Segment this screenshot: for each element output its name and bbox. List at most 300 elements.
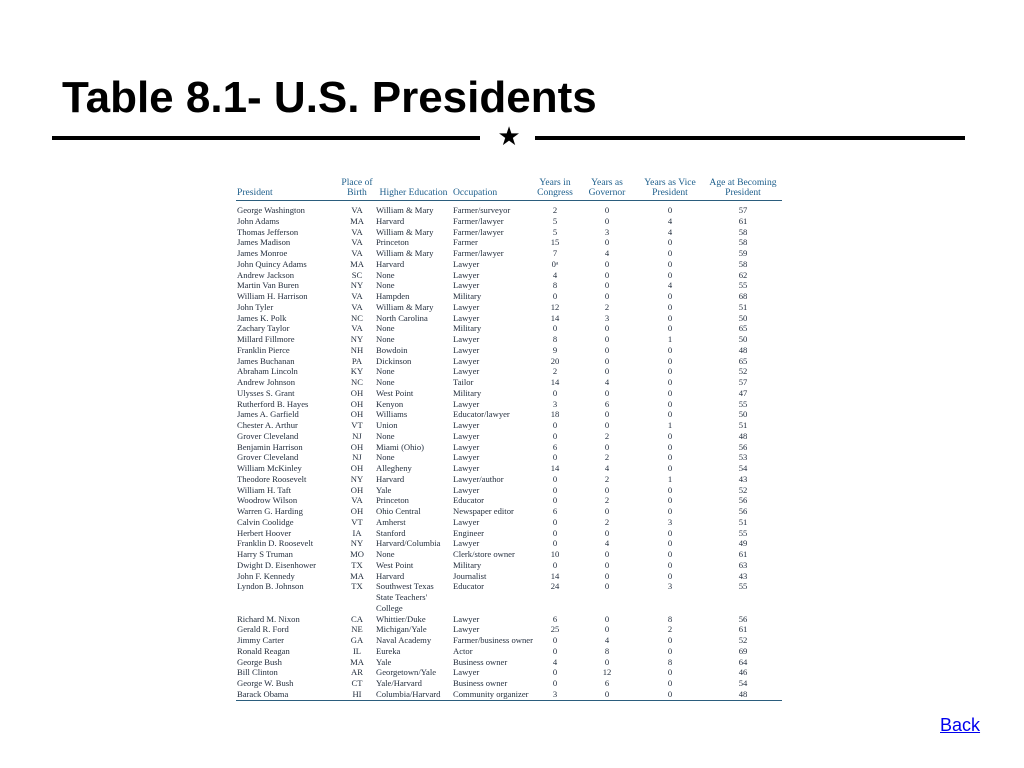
- table-row: [236, 442, 782, 453]
- president-name-cell: Thomas Jefferson: [237, 226, 299, 237]
- president-name-cell: George W. Bush: [237, 678, 294, 688]
- president-name-cell: Dwight D. Eisenhower: [237, 559, 317, 570]
- place-of-birth-cell: IA: [352, 527, 362, 538]
- higher-education-cell: Union: [376, 420, 398, 430]
- years-as-vice-president-cell: 0: [667, 291, 673, 301]
- years-in-congress-cell: 0: [552, 538, 558, 549]
- years-as-vice-president-cell: 0: [667, 344, 673, 355]
- occupation-cell: Military: [453, 323, 482, 334]
- years-in-congress-cell: 0: [552, 473, 558, 484]
- higher-education-cell: William & Mary: [376, 226, 434, 237]
- president-name-cell: Gerald R. Ford: [237, 624, 289, 635]
- years-in-congress-cell: 0: [552, 527, 558, 538]
- higher-education-cell: None: [376, 377, 395, 387]
- higher-education-cell: None: [376, 280, 395, 291]
- years-as-vice-president-cell: 8: [667, 656, 673, 667]
- place-of-birth-cell: NY: [350, 280, 364, 291]
- table-row: [236, 237, 782, 248]
- years-as-governor-cell: 0: [604, 570, 610, 581]
- table-row: [236, 635, 782, 646]
- years-as-vice-president-cell: 0: [667, 463, 673, 473]
- years-as-vice-president-cell: 4: [667, 215, 673, 226]
- higher-education-cell: Dickinson: [376, 355, 412, 366]
- age-at-becoming-president-cell: 48: [738, 344, 748, 355]
- age-at-becoming-president-cell: 51: [738, 301, 748, 312]
- years-as-vice-president-cell: 0: [667, 387, 673, 398]
- higher-education-cell: Harvard: [376, 570, 405, 581]
- years-as-governor-cell: 6: [604, 678, 610, 688]
- age-at-becoming-president-cell: 43: [738, 570, 748, 581]
- table-row: [236, 538, 782, 549]
- table-row: [236, 216, 782, 227]
- age-at-becoming-president-cell: 54: [738, 463, 748, 473]
- place-of-birth-cell: VT: [351, 420, 363, 430]
- table-row: [236, 356, 782, 367]
- table-row: [236, 345, 782, 356]
- years-as-vice-president-cell: 1: [667, 473, 673, 484]
- occupation-cell: Lawyer: [453, 280, 480, 291]
- place-of-birth-cell: VA: [351, 248, 363, 258]
- place-of-birth-cell: VA: [351, 226, 363, 237]
- age-at-becoming-president-cell: 50: [738, 409, 748, 420]
- president-name-cell: William McKinley: [237, 463, 302, 473]
- table-row: [236, 646, 782, 657]
- place-of-birth-cell: VA: [351, 291, 363, 301]
- years-in-congress-cell: 18: [550, 409, 560, 420]
- place-of-birth-cell: VA: [351, 205, 363, 215]
- years-in-congress-cell: 3: [552, 688, 558, 699]
- president-name-cell: Franklin D. Roosevelt: [237, 538, 314, 549]
- place-of-birth-cell: NY: [350, 334, 364, 344]
- president-name-cell: John F. Kennedy: [237, 570, 295, 581]
- occupation-cell: Lawyer: [453, 463, 480, 473]
- place-of-birth-cell: GA: [350, 635, 364, 645]
- years-as-governor-cell: 8: [604, 645, 610, 656]
- place-of-birth-cell: CA: [351, 613, 363, 624]
- table-row: [236, 270, 782, 281]
- years-as-vice-president-cell: 0: [667, 452, 673, 463]
- years-in-congress-cell: 14: [550, 570, 560, 581]
- years-in-congress-cell: 15: [550, 237, 560, 248]
- president-name-cell: Andrew Jackson: [237, 269, 295, 280]
- table-row: [236, 495, 782, 506]
- president-name-cell: Grover Cleveland: [237, 452, 299, 463]
- table-row: [236, 549, 782, 560]
- president-name-cell: Warren G. Harding: [237, 506, 303, 516]
- age-at-becoming-president-cell: 56: [738, 613, 748, 624]
- years-as-vice-president-cell: 0: [667, 377, 673, 387]
- years-in-congress-cell: 10: [550, 549, 560, 559]
- president-name-cell: William H. Taft: [237, 484, 292, 495]
- occupation-cell: Farmer/surveyor: [453, 205, 511, 215]
- table-row: [236, 227, 782, 238]
- years-as-vice-president-cell: 4: [667, 280, 673, 291]
- age-at-becoming-president-cell: 46: [738, 667, 748, 678]
- age-at-becoming-president-cell: 61: [738, 215, 748, 226]
- back-link[interactable]: Back: [940, 715, 981, 735]
- higher-education-cell: None: [376, 549, 395, 559]
- years-in-congress-cell: 5: [552, 215, 558, 226]
- years-as-vice-president-cell: 0: [667, 258, 673, 269]
- occupation-cell: Tailor: [453, 377, 474, 387]
- place-of-birth-cell: NC: [351, 312, 363, 323]
- title-rule-left: [52, 136, 480, 140]
- occupation-cell: Lawyer: [453, 355, 480, 366]
- years-in-congress-cell: 6: [552, 441, 558, 452]
- table-row: [236, 431, 782, 442]
- presidents-table-container: [236, 176, 782, 701]
- years-as-governor-cell: 0: [604, 387, 610, 398]
- table-row: [236, 248, 782, 259]
- president-name-cell: Jimmy Carter: [237, 635, 285, 645]
- president-name-cell: Calvin Coolidge: [237, 516, 294, 527]
- years-in-congress-cell: 14: [550, 312, 560, 323]
- place-of-birth-cell: PA: [351, 355, 363, 366]
- age-at-becoming-president-cell: 56: [738, 441, 748, 452]
- years-as-vice-president-cell: 0: [667, 484, 673, 495]
- years-as-vice-president-cell: 0: [667, 366, 673, 377]
- occupation-cell: Farmer/lawyer: [453, 215, 504, 226]
- president-name-cell: Andrew Johnson: [237, 377, 296, 387]
- years-as-vice-president-cell: 0: [667, 205, 673, 215]
- occupation-cell: Lawyer: [453, 366, 480, 377]
- place-of-birth-cell: CT: [351, 678, 363, 688]
- table-row: [236, 399, 782, 410]
- occupation-cell: Engineer: [453, 527, 485, 538]
- years-in-congress-cell: 0: [552, 430, 558, 441]
- place-of-birth-cell: MA: [350, 570, 364, 581]
- years-as-governor-cell: 4: [604, 377, 610, 387]
- occupation-cell: Farmer/business owner: [453, 635, 533, 645]
- years-in-congress-cell: 6: [552, 506, 558, 516]
- higher-education-cell: Princeton: [376, 495, 409, 506]
- table-row: [236, 323, 782, 334]
- table-row: [236, 259, 782, 270]
- table-row: [236, 420, 782, 431]
- age-at-becoming-president-cell: 51: [738, 516, 748, 527]
- higher-education-cell: Naval Academy: [376, 635, 432, 645]
- years-in-congress-cell: 5: [552, 226, 558, 237]
- president-name-cell: George Bush: [237, 656, 282, 667]
- presidents-table: [236, 176, 782, 701]
- higher-education-cell: None: [376, 323, 395, 334]
- occupation-cell: Educator/lawyer: [453, 409, 510, 420]
- higher-education-cell: West Point: [376, 387, 414, 398]
- years-as-governor-cell: 0: [604, 549, 610, 559]
- occupation-cell: Lawyer: [453, 398, 480, 409]
- place-of-birth-cell: OH: [350, 387, 364, 398]
- years-as-governor-cell: 2: [604, 516, 610, 527]
- president-name-cell: James Monroe: [237, 248, 288, 258]
- president-name-cell: Franklin Pierce: [237, 344, 290, 355]
- years-in-congress-cell: 20: [550, 355, 560, 366]
- years-as-governor-cell: 0: [604, 559, 610, 570]
- years-as-governor-cell: 0: [604, 366, 610, 377]
- table-row: [236, 409, 782, 420]
- higher-education-cell: Bowdoin: [376, 344, 408, 355]
- age-at-becoming-president-cell: 55: [738, 398, 748, 409]
- occupation-cell: Educator: [453, 581, 485, 592]
- years-in-congress-cell: 0ᵃ: [551, 258, 559, 269]
- years-in-congress-cell: 0: [552, 387, 558, 398]
- years-as-vice-president-cell: 0: [667, 506, 673, 516]
- age-at-becoming-president-cell: 58: [738, 226, 748, 237]
- years-as-vice-president-cell: 0: [667, 409, 673, 420]
- years-as-governor-cell: 0: [604, 344, 610, 355]
- years-in-congress-cell: 0: [552, 495, 558, 506]
- age-at-becoming-president-cell: 55: [738, 527, 748, 538]
- table-row: [236, 452, 782, 463]
- years-as-vice-president-cell: 4: [667, 226, 673, 237]
- years-in-congress-cell: 0: [552, 452, 558, 463]
- years-in-congress-cell: 7: [552, 248, 558, 258]
- place-of-birth-cell: OH: [350, 409, 364, 420]
- occupation-cell: Journalist: [453, 570, 487, 581]
- years-as-vice-president-cell: 0: [667, 248, 673, 258]
- president-name-cell: Barack Obama: [237, 688, 289, 699]
- years-as-governor-cell: 12: [602, 667, 612, 678]
- table-row: [236, 463, 782, 474]
- president-name-cell: Theodore Roosevelt: [237, 473, 307, 484]
- age-at-becoming-president-cell: 56: [738, 495, 748, 506]
- table-row: [236, 581, 782, 613]
- years-in-congress-cell: 0: [552, 678, 558, 688]
- higher-education-cell: Georgetown/Yale: [376, 667, 437, 678]
- years-as-governor-cell: 0: [604, 291, 610, 301]
- place-of-birth-cell: MO: [350, 549, 364, 559]
- table-row: [236, 313, 782, 324]
- occupation-cell: Clerk/store owner: [453, 549, 515, 559]
- age-at-becoming-president-cell: 55: [738, 280, 748, 291]
- place-of-birth-cell: NJ: [352, 430, 362, 441]
- table-row: [236, 485, 782, 496]
- president-name-cell: John Quincy Adams: [237, 258, 307, 269]
- age-at-becoming-president-cell: 65: [738, 355, 748, 366]
- years-in-congress-cell: 2: [552, 366, 558, 377]
- higher-education-cell: None: [376, 366, 395, 377]
- years-in-congress-cell: 8: [552, 280, 558, 291]
- age-at-becoming-president-cell: 55: [738, 581, 748, 592]
- age-at-becoming-president-cell: 58: [738, 237, 748, 248]
- age-at-becoming-president-cell: 57: [738, 377, 748, 387]
- years-as-governor-cell: 0: [604, 237, 610, 248]
- table-row: [236, 506, 782, 517]
- years-as-governor-cell: 0: [604, 205, 610, 215]
- occupation-cell: Lawyer: [453, 624, 480, 635]
- years-as-vice-president-cell: 0: [667, 570, 673, 581]
- age-at-becoming-president-cell: 50: [738, 312, 748, 323]
- president-name-cell: William H. Harrison: [237, 291, 308, 301]
- table-row: [236, 624, 782, 635]
- occupation-cell: Military: [453, 559, 482, 570]
- age-at-becoming-president-cell: 65: [738, 323, 748, 334]
- president-name-cell: James K. Polk: [237, 312, 287, 323]
- president-name-cell: Lyndon B. Johnson: [237, 581, 304, 592]
- years-as-vice-president-cell: 0: [667, 667, 673, 678]
- higher-education-cell: Southwest Texas State Teachers' College: [376, 581, 434, 613]
- years-in-congress-cell: 4: [552, 656, 558, 667]
- years-as-governor-cell: 0: [604, 269, 610, 280]
- years-in-congress-cell: 0: [552, 323, 558, 334]
- table-row: [236, 201, 782, 216]
- years-as-vice-president-cell: 0: [667, 237, 673, 248]
- years-as-governor-cell: 0: [604, 215, 610, 226]
- table-row: [236, 571, 782, 582]
- occupation-cell: Lawyer: [453, 258, 480, 269]
- higher-education-cell: Yale: [376, 656, 392, 667]
- occupation-cell: Newspaper editor: [453, 506, 514, 516]
- years-as-vice-president-cell: 0: [667, 495, 673, 506]
- place-of-birth-cell: MA: [350, 215, 364, 226]
- higher-education-cell: Whittier/Duke: [376, 613, 426, 624]
- years-as-vice-president-cell: 0: [667, 527, 673, 538]
- president-name-cell: Zachary Taylor: [237, 323, 290, 334]
- higher-education-cell: Princeton: [376, 237, 409, 248]
- years-as-governor-cell: 4: [604, 538, 610, 549]
- president-name-cell: Grover Cleveland: [237, 430, 299, 441]
- table-row: [236, 657, 782, 668]
- place-of-birth-cell: NE: [351, 624, 363, 635]
- place-of-birth-cell: OH: [350, 441, 364, 452]
- higher-education-cell: Miami (Ohio): [376, 441, 424, 452]
- header-president: President: [237, 187, 273, 198]
- place-of-birth-cell: NC: [351, 377, 363, 387]
- president-name-cell: John Tyler: [237, 301, 274, 312]
- president-name-cell: Harry S Truman: [237, 549, 293, 559]
- table-body: [236, 201, 782, 701]
- age-at-becoming-president-cell: 43: [738, 473, 748, 484]
- years-in-congress-cell: 14: [550, 463, 560, 473]
- occupation-cell: Lawyer: [453, 667, 480, 678]
- occupation-cell: Lawyer: [453, 420, 480, 430]
- higher-education-cell: William & Mary: [376, 205, 434, 215]
- occupation-cell: Lawyer: [453, 613, 480, 624]
- years-as-governor-cell: 6: [604, 398, 610, 409]
- years-in-congress-cell: 9: [552, 344, 558, 355]
- age-at-becoming-president-cell: 63: [738, 559, 748, 570]
- president-name-cell: John Adams: [237, 215, 280, 226]
- years-in-congress-cell: 0: [552, 420, 558, 430]
- place-of-birth-cell: OH: [350, 484, 364, 495]
- occupation-cell: Farmer/lawyer: [453, 226, 504, 237]
- occupation-cell: Business owner: [453, 678, 508, 688]
- years-as-vice-president-cell: 0: [667, 645, 673, 656]
- president-name-cell: Benjamin Harrison: [237, 441, 303, 452]
- years-in-congress-cell: 3: [552, 398, 558, 409]
- age-at-becoming-president-cell: 51: [738, 420, 748, 430]
- years-as-governor-cell: 4: [604, 248, 610, 258]
- years-as-governor-cell: 0: [604, 258, 610, 269]
- years-as-governor-cell: 2: [604, 301, 610, 312]
- place-of-birth-cell: MA: [350, 656, 364, 667]
- age-at-becoming-president-cell: 58: [738, 258, 748, 269]
- place-of-birth-cell: TX: [351, 559, 363, 570]
- age-at-becoming-president-cell: 52: [738, 635, 748, 645]
- age-at-becoming-president-cell: 56: [738, 506, 748, 516]
- age-at-becoming-president-cell: 52: [738, 484, 748, 495]
- years-as-governor-cell: 0: [604, 527, 610, 538]
- years-in-congress-cell: 0: [552, 559, 558, 570]
- occupation-cell: Lawyer: [453, 334, 480, 344]
- age-at-becoming-president-cell: 61: [738, 624, 748, 635]
- years-as-governor-cell: 0: [604, 420, 610, 430]
- years-as-vice-president-cell: 0: [667, 549, 673, 559]
- years-in-congress-cell: 14: [550, 377, 560, 387]
- occupation-cell: Lawyer: [453, 484, 480, 495]
- age-at-becoming-president-cell: 48: [738, 688, 748, 699]
- place-of-birth-cell: MA: [350, 258, 364, 269]
- place-of-birth-cell: VA: [351, 237, 363, 248]
- header-place-of-birth: Place of Birth: [341, 177, 373, 198]
- age-at-becoming-president-cell: 61: [738, 549, 748, 559]
- higher-education-cell: Amherst: [376, 516, 406, 527]
- years-as-governor-cell: 0: [604, 280, 610, 291]
- higher-education-cell: North Carolina: [376, 312, 428, 323]
- years-as-governor-cell: 0: [604, 656, 610, 667]
- age-at-becoming-president-cell: 52: [738, 366, 748, 377]
- years-as-vice-president-cell: 0: [667, 398, 673, 409]
- higher-education-cell: Ohio Central: [376, 506, 421, 516]
- president-name-cell: James Buchanan: [237, 355, 295, 366]
- years-as-governor-cell: 4: [604, 463, 610, 473]
- table-row: [236, 678, 782, 689]
- title-rule-right: [535, 136, 965, 140]
- years-as-governor-cell: 2: [604, 495, 610, 506]
- place-of-birth-cell: NY: [350, 473, 364, 484]
- age-at-becoming-president-cell: 57: [738, 205, 748, 215]
- higher-education-cell: Stanford: [376, 527, 406, 538]
- header-years-as-vice-president: Years as Vice President: [644, 177, 696, 198]
- higher-education-cell: William & Mary: [376, 301, 434, 312]
- place-of-birth-cell: NY: [350, 538, 364, 549]
- president-name-cell: James Madison: [237, 237, 291, 248]
- higher-education-cell: None: [376, 430, 395, 441]
- occupation-cell: Lawyer: [453, 344, 480, 355]
- president-name-cell: Woodrow Wilson: [237, 495, 298, 506]
- occupation-cell: Lawyer: [453, 312, 480, 323]
- years-as-vice-president-cell: 3: [667, 516, 673, 527]
- header-years-in-congress: Years in Congress: [537, 177, 573, 198]
- table-row: [236, 667, 782, 678]
- higher-education-cell: Allegheny: [376, 463, 412, 473]
- occupation-cell: Community organizer: [453, 688, 529, 699]
- occupation-cell: Lawyer: [453, 516, 480, 527]
- occupation-cell: Lawyer: [453, 538, 480, 549]
- occupation-cell: Farmer: [453, 237, 478, 248]
- years-in-congress-cell: 0: [552, 635, 558, 645]
- president-name-cell: Richard M. Nixon: [237, 613, 300, 624]
- slide-title: Table 8.1- U.S. Presidents: [62, 73, 597, 122]
- place-of-birth-cell: OH: [350, 506, 364, 516]
- years-in-congress-cell: 8: [552, 334, 558, 344]
- age-at-becoming-president-cell: 69: [738, 645, 748, 656]
- years-as-vice-president-cell: 1: [667, 420, 673, 430]
- place-of-birth-cell: SC: [351, 269, 363, 280]
- years-as-vice-president-cell: 0: [667, 323, 673, 334]
- place-of-birth-cell: OH: [350, 398, 364, 409]
- years-as-governor-cell: 0: [604, 323, 610, 334]
- president-name-cell: Rutherford B. Hayes: [237, 398, 309, 409]
- place-of-birth-cell: HI: [352, 688, 362, 699]
- higher-education-cell: None: [376, 334, 395, 344]
- place-of-birth-cell: VA: [351, 323, 363, 334]
- years-in-congress-cell: 25: [550, 624, 560, 635]
- age-at-becoming-president-cell: 47: [738, 387, 748, 398]
- table-row: [236, 528, 782, 539]
- header-years-as-governor: Years as Governor: [588, 177, 626, 198]
- higher-education-cell: William & Mary: [376, 248, 434, 258]
- president-name-cell: Millard Fillmore: [237, 334, 295, 344]
